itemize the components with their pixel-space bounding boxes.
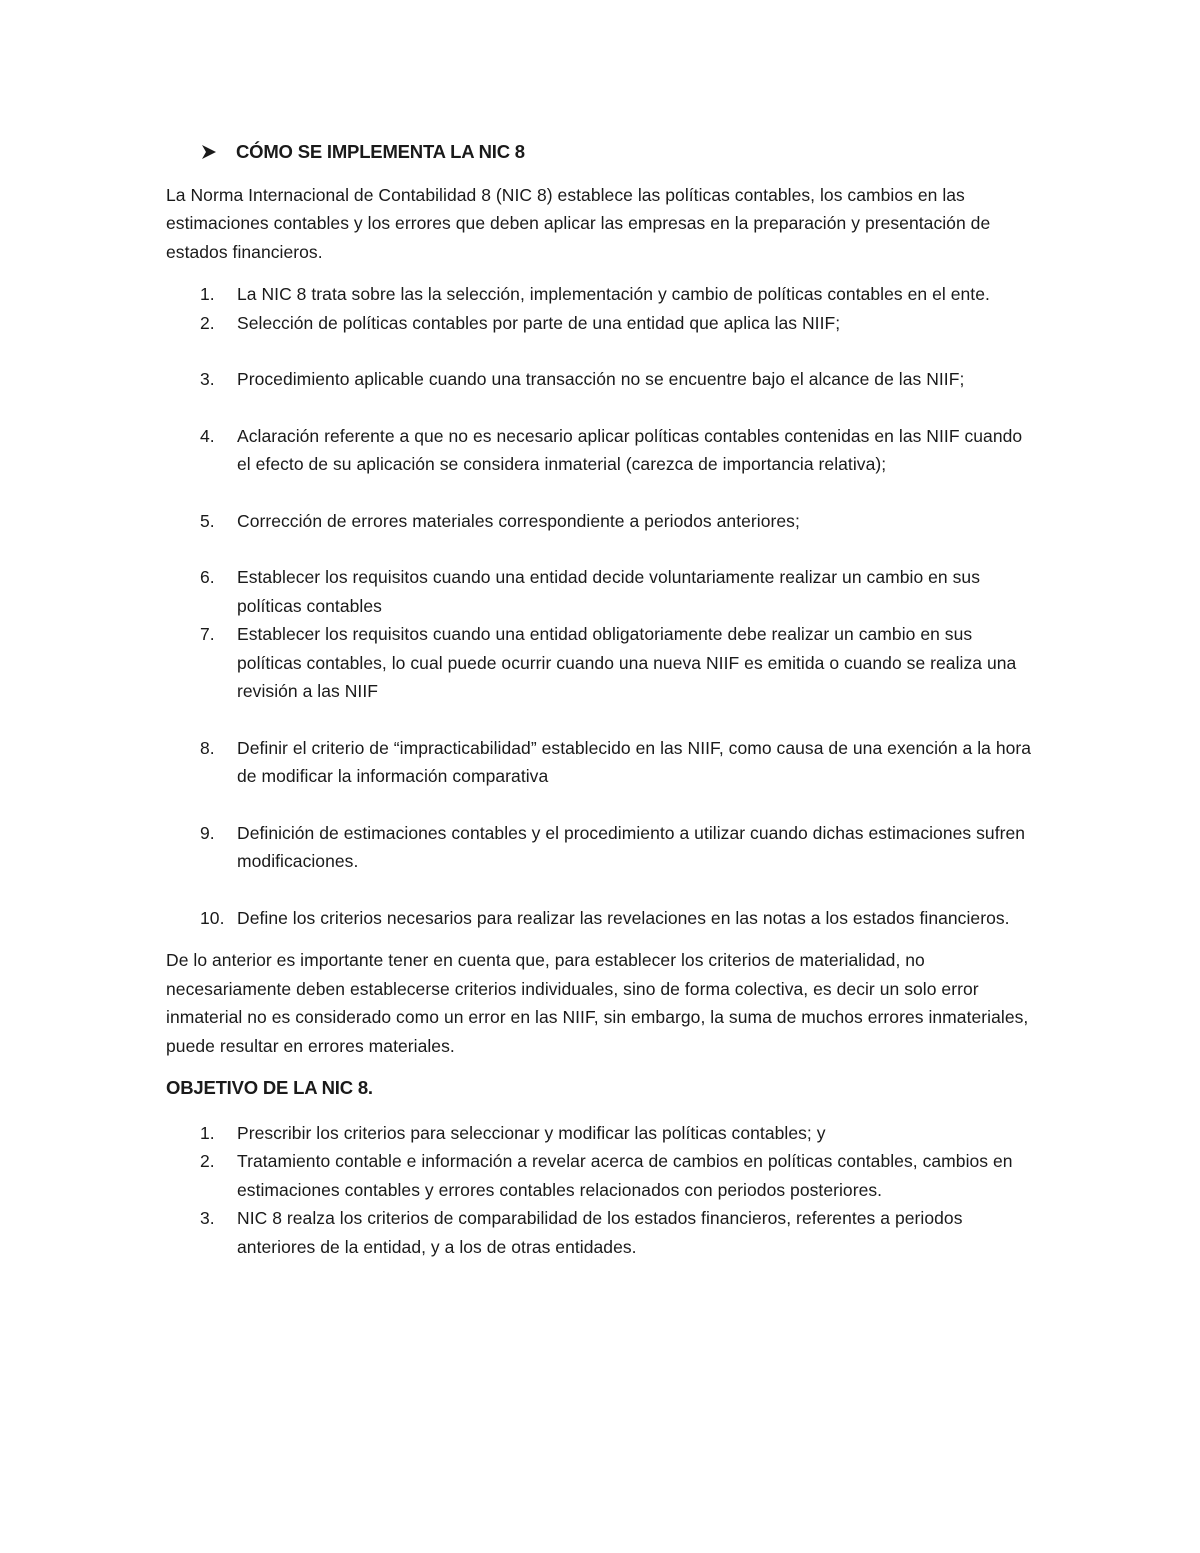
list-item bbox=[166, 280, 1036, 309]
list-item bbox=[166, 1204, 1036, 1261]
list-number: 1. bbox=[200, 284, 215, 304]
list-item-text: Prescribir los criterios para seleccionar y modificar las políticas contables; y bbox=[237, 1122, 826, 1143]
list-number: 1. bbox=[200, 1122, 215, 1143]
list-item bbox=[166, 819, 1036, 876]
list-item-text: Corrección de errores materiales correspondiente a periodos anteriores; bbox=[237, 510, 800, 531]
list-item bbox=[166, 309, 1036, 338]
list-number: 2. bbox=[200, 1151, 215, 1171]
list-number: 5. bbox=[200, 510, 215, 531]
list-number: 7. bbox=[200, 624, 215, 644]
conclusion-paragraph: De lo anterior es importante tener en cuenta que, para establecer los criterios de materialidad, no necesariamente deben establecerse criterios individuales, sino de forma colectiva, es decir un solo error inmaterial no es considerado como un error en las NIIF, sin embargo, la suma de muchos errores inmateriales, puede resultar en errores materiales. bbox=[166, 950, 1029, 1056]
list-number: 9. bbox=[200, 822, 215, 843]
list-number: 4. bbox=[200, 425, 215, 446]
list-item-text: Define los criterios necesarios para realizar las revelaciones en las notas a los estados financieros. bbox=[237, 907, 1010, 928]
list-item bbox=[166, 507, 1036, 536]
list-item-text: Procedimiento aplicable cuando una transacción no se encuentre bajo el alcance de las NIIF; bbox=[237, 369, 965, 389]
section-heading-objective: OBJETIVO DE LA NIC 8. bbox=[166, 1077, 373, 1098]
list-number: 6. bbox=[200, 567, 215, 587]
intro-paragraph: La Norma Internacional de Contabilidad 8 (NIC 8) establece las políticas contables, los cambios en las estimaciones contables y los errores que deben aplicar las empresas en la preparación y presentación de estados financieros. bbox=[166, 184, 991, 262]
list-item-text: Aclaración referente a que no es necesario aplicar políticas contables contenidas en las NIIF cuando el efecto de su aplicación se considera inmaterial (carezca de importancia relativa); bbox=[237, 425, 1023, 474]
list-item-text: La NIC 8 trata sobre las la selección, implementación y cambio de políticas contables en el ente. bbox=[237, 284, 990, 304]
list-item-text: Definición de estimaciones contables y el procedimiento a utilizar cuando dichas estimaciones sufren modificaciones. bbox=[237, 822, 1026, 871]
list-number: 2. bbox=[200, 312, 215, 333]
list-item-text: NIC 8 realza los criterios de comparabilidad de los estados financieros, referentes a periodos anteriores de la entidad, y a los de otras entidades. bbox=[237, 1208, 963, 1257]
list-number: 8. bbox=[200, 737, 215, 758]
list-number: 3. bbox=[200, 1208, 215, 1228]
list-item-text: Tratamiento contable e información a revelar acerca de cambios en políticas contables, cambios en estimaciones contables y errores contables relacionados con periodos posteriores. bbox=[237, 1151, 1013, 1200]
list-item bbox=[166, 422, 1036, 479]
implementation-list bbox=[166, 280, 1036, 932]
list-item bbox=[166, 1147, 1036, 1204]
objective-list bbox=[166, 1119, 1036, 1262]
document-body bbox=[166, 138, 1036, 1275]
list-item bbox=[166, 734, 1036, 791]
list-item bbox=[166, 365, 1036, 394]
list-item bbox=[166, 1119, 1036, 1148]
section-heading-text: CÓMO SE IMPLEMENTA LA NIC 8 bbox=[236, 141, 525, 162]
list-number: 3. bbox=[200, 369, 215, 389]
list-item-text: Establecer los requisitos cuando una entidad decide voluntariamente realizar un cambio en sus políticas contables bbox=[237, 567, 981, 616]
list-number: 10. bbox=[200, 907, 225, 928]
list-item bbox=[166, 563, 1036, 620]
section-heading-implementation bbox=[200, 138, 1036, 167]
list-item bbox=[166, 620, 1036, 706]
list-item-text: Establecer los requisitos cuando una entidad obligatoriamente debe realizar un cambio en sus políticas contables, lo cual puede ocurrir cuando una nueva NIIF es emitida o cuando se realiza una revisión a las NIIF bbox=[237, 624, 1017, 701]
arrow-bullet-icon bbox=[200, 143, 236, 161]
list-item-text: Definir el criterio de “impracticabilidad” establecido en las NIIF, como causa de una exención a la hora de modificar la información comparativa bbox=[237, 737, 1032, 786]
list-item-text: Selección de políticas contables por parte de una entidad que aplica las NIIF; bbox=[237, 312, 841, 333]
list-item bbox=[166, 904, 1036, 933]
